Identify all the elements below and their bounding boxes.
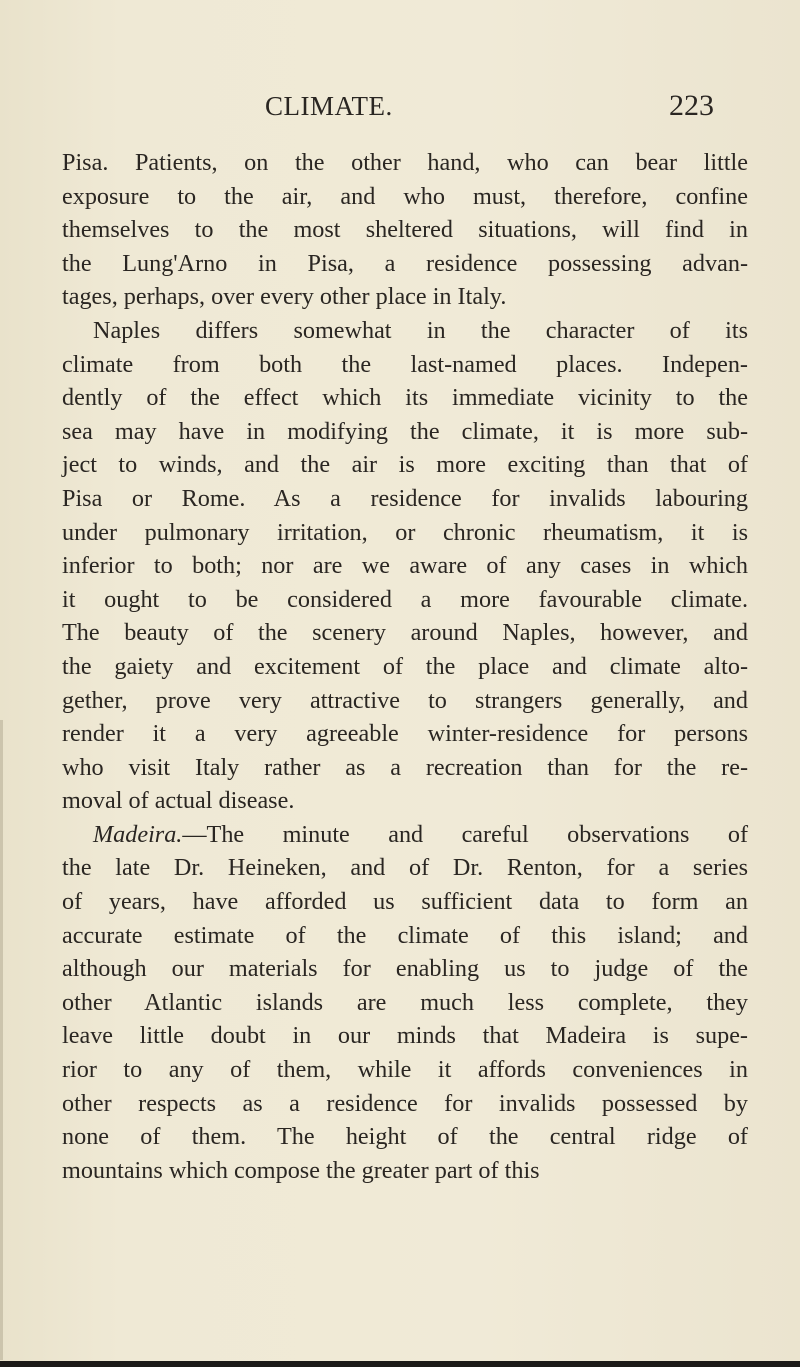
body-text — [62, 146, 748, 1187]
text-line: tages, perhaps, over every other place in Italy. — [62, 283, 507, 311]
page-bottom-edge — [0, 1361, 800, 1367]
text-line: climate from both the last-named places. Indepen- — [62, 350, 748, 378]
text-line: sea may have in modifying the climate, it is more sub- — [62, 417, 748, 445]
text-line: themselves to the most sheltered situations, will find in — [62, 216, 748, 244]
text-line: leave little doubt in our minds that Madeira is supe- — [62, 1022, 748, 1050]
text-line: other Atlantic islands are much less complete, they — [62, 988, 748, 1016]
text-line: gether, prove very attractive to strangers generally, and — [62, 686, 748, 714]
text-line: the gaiety and excitement of the place and climate alto- — [62, 652, 748, 680]
page-header — [0, 88, 800, 124]
text-line: other respects as a residence for invalids possessed by — [62, 1089, 748, 1117]
text-line: inferior to both; nor are we aware of any cases in which — [62, 552, 748, 580]
text-line: exposure to the air, and who must, therefore, confine — [62, 182, 748, 210]
text-line: dently of the effect which its immediate vicinity to the — [62, 384, 748, 412]
text-line: the late Dr. Heineken, and of Dr. Renton, for a series — [62, 854, 748, 882]
running-head: CLIMATE. — [265, 91, 393, 121]
text-line: none of them. The height of the central ridge of — [62, 1123, 748, 1151]
page-number: 223 — [669, 89, 714, 122]
text-line: rior to any of them, while it affords conveniences in — [62, 1056, 748, 1084]
text-line: although our materials for enabling us to judge of the — [62, 955, 748, 983]
text-line: who visit Italy rather as a recreation than for the re- — [62, 753, 748, 781]
text-line-remainder: —The minute and careful observations of — [182, 820, 748, 848]
text-line: of years, have afforded us sufficient data to form an — [62, 888, 748, 916]
text-line: Naples differs somewhat in the character of its — [93, 316, 748, 344]
text-line: ject to winds, and the air is more exciting than that of — [62, 451, 748, 479]
text-line: under pulmonary irritation, or chronic rheumatism, it is — [62, 518, 748, 546]
text-line-madeira — [62, 818, 748, 852]
text-line: render it a very agreeable winter-residence for persons — [62, 720, 748, 748]
text-line: The beauty of the scenery around Naples, however, and — [62, 619, 748, 647]
text-line: accurate estimate of the climate of this island; and — [62, 921, 748, 949]
text-line: Pisa or Rome. As a residence for invalids labouring — [62, 484, 748, 512]
text-line: mountains which compose the greater part of this — [62, 1156, 540, 1184]
text-line: it ought to be considered a more favourable climate. — [62, 585, 748, 613]
text-line: the Lung'Arno in Pisa, a residence possessing advan- — [62, 249, 748, 277]
text-line: moval of actual disease. — [62, 787, 295, 815]
section-heading-madeira: Madeira. — [93, 820, 183, 848]
text-line: Pisa. Patients, on the other hand, who can bear little — [62, 149, 748, 176]
page-edge-shadow — [0, 720, 3, 1360]
